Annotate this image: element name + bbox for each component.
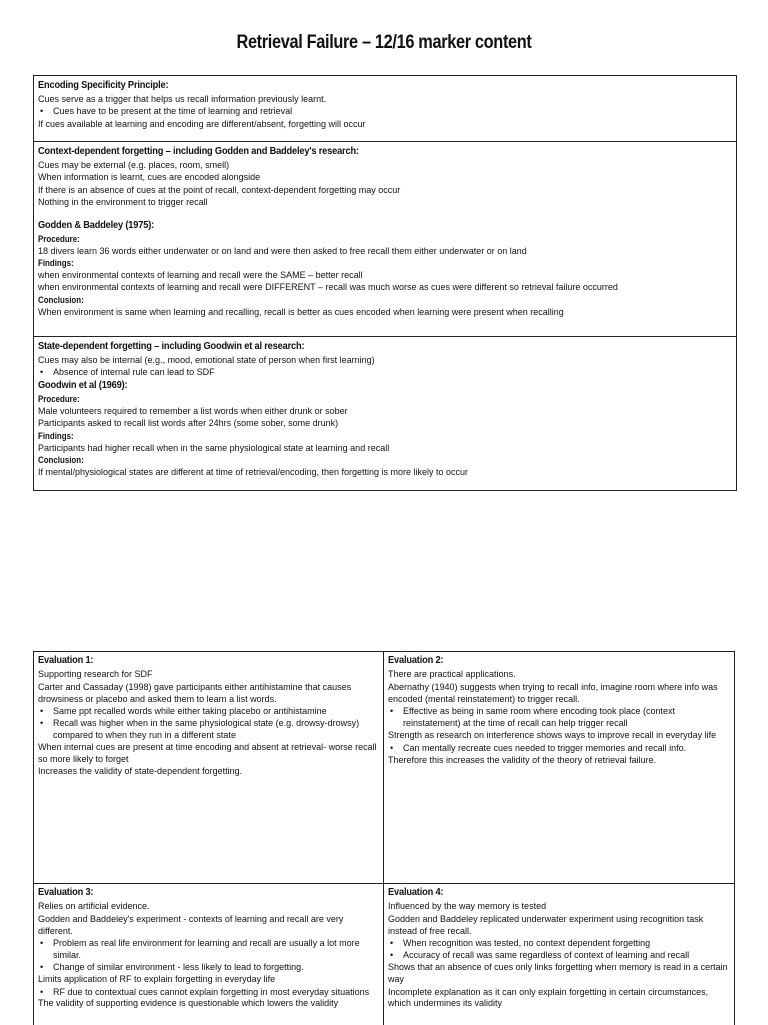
eval-text: Increases the validity of state-dependent forgetting.: [38, 766, 243, 777]
eval-bullet: • Change of similar environment - less likely to lead to forgetting.: [38, 962, 378, 974]
evaluation-3-heading: Evaluation 3:: [38, 887, 94, 898]
eval-bullet: • Effective as being in same room where encoding took place (context reinstatement) at the time of recall can help trigger recall: [388, 706, 729, 730]
eval-bullet: • Accuracy of recall was same regardless of context of learning and recall: [388, 950, 729, 962]
notes-table: [33, 75, 737, 491]
state-section: [34, 337, 736, 490]
eval-text: Godden and Baddeley replicated underwater experiment using recognition task instead of free recall.: [388, 913, 704, 936]
eval-text: The validity of supporting evidence is questionable which lowers the validity: [38, 998, 339, 1009]
page-title: Retrieval Failure – 12/16 marker content: [236, 32, 532, 53]
eval-bullet: • RF due to contextual cues cannot explain forgetting in most everyday situations: [38, 987, 378, 999]
evaluation-3: [34, 884, 384, 1025]
conclusion-label: Conclusion:: [38, 294, 84, 305]
state-bullet: • Absence of internal rule can lead to SDF: [38, 366, 731, 378]
eval-text: There are practical applications.: [388, 669, 516, 679]
conclusion-text: If mental/physiological states are different at time of retrieval/encoding, then forgetting is more likely to occur: [38, 467, 469, 478]
encoding-section: [34, 76, 736, 142]
eval-text: Strength as research on interference shows ways to improve recall in everyday life: [388, 729, 717, 740]
conclusion-text: When environment is same when learning and recalling, recall is better as cues encoded when learning were present when recalling: [38, 306, 564, 317]
eval-text: Relies on artificial evidence.: [38, 901, 150, 911]
evaluation-2: [384, 652, 734, 884]
context-line: Nothing in the environment to trigger recall: [38, 197, 208, 208]
eval-text: Abernathy (1940) suggests when trying to recall info, imagine room where info was encoded (mental reinstatement) to trigger recall.: [388, 681, 718, 704]
encoding-bullet: • Cues have to be present at the time of learning and retrieval: [38, 105, 731, 117]
eval-text: Carter and Cassaday (1998) gave participants either antihistamine that causes drowsiness or placebo and asked them to learn a list words.: [38, 681, 352, 704]
procedure-label: Procedure:: [38, 233, 80, 244]
eval-text: Influenced by the way memory is tested: [388, 901, 547, 911]
eval-bullet: • Same ppt recalled words while either taking placebo or antihistamine: [38, 706, 378, 718]
eval-bullet: • When recognition was tested, no context dependent forgetting: [388, 938, 729, 950]
godden-heading: Godden & Baddeley (1975):: [38, 219, 155, 231]
state-line: Cues may also be internal (e.g., mood, emotional state of person when first learning): [38, 355, 375, 365]
conclusion-label: Conclusion:: [38, 455, 84, 466]
context-line: When information is learnt, cues are encoded alongside: [38, 172, 261, 183]
eval-bullet: • Can mentally recreate cues needed to trigger memories and recall info.: [388, 743, 729, 755]
findings-label: Findings:: [38, 258, 74, 269]
eval-bullet: • Recall was higher when in the same physiological state (e.g. drowsy-drowsy) compared to when they run in a different state: [38, 718, 378, 742]
findings-label: Findings:: [38, 430, 74, 441]
eval-bullet: • Problem as real life environment for learning and recall are usually a lot more similar.: [38, 938, 378, 962]
eval-text: Supporting research for SDF: [38, 669, 153, 679]
procedure-label: Procedure:: [38, 393, 80, 404]
eval-text: Incomplete explanation as it can only explain forgetting in certain circumstances, which undermines its validity: [388, 986, 709, 1009]
eval-text: Therefore this increases the validity of the theory of retrieval failure.: [388, 754, 657, 765]
context-line: If there is an absence of cues at the point of recall, context-dependent forgetting may occur: [38, 184, 401, 195]
findings-text: when environmental contexts of learning and recall were DIFFERENT – recall was much worse as cues were different so retrieval failure occurred: [38, 282, 618, 293]
eval-text: Shows that an absence of cues only links forgetting when memory is read in a certain way: [388, 961, 728, 984]
procedure-text: Male volunteers required to remember a list words when either drunk or sober: [38, 405, 348, 416]
evaluation-4: [384, 884, 734, 1025]
eval-text: When internal cues are present at time encoding and absent at retrieval- worse recall so more likely to forget: [38, 741, 377, 764]
evaluation-1: [34, 652, 384, 884]
encoding-line: Cues serve as a trigger that helps us recall information previously learnt.: [38, 94, 327, 104]
procedure-text: 18 divers learn 36 words either underwater or on land and were then asked to free recall them either underwater or on land: [38, 245, 527, 256]
evaluation-1-heading: Evaluation 1:: [38, 655, 94, 666]
evaluation-2-heading: Evaluation 2:: [388, 655, 444, 666]
context-heading: Context-dependent forgetting – including Godden and Baddeley's research:: [38, 146, 359, 157]
context-line: Cues may be external (e.g. places, room, smell): [38, 160, 230, 170]
eval-text: Godden and Baddeley's experiment - contexts of learning and recall are very different.: [38, 913, 344, 936]
findings-text: when environmental contexts of learning and recall were the SAME – better recall: [38, 270, 363, 281]
context-section: [34, 142, 736, 337]
state-heading: State-dependent forgetting – including Goodwin et al research:: [38, 341, 305, 352]
eval-text: Limits application of RF to explain forgetting in everyday life: [38, 973, 276, 984]
encoding-heading: Encoding Specificity Principle:: [38, 80, 169, 91]
findings-text: Participants had higher recall when in the same physiological state at learning and recall: [38, 442, 390, 453]
encoding-line: If cues available at learning and encoding are different/absent, forgetting will occur: [38, 118, 366, 129]
evaluation-grid: [33, 651, 735, 1025]
evaluation-4-heading: Evaluation 4:: [388, 887, 444, 898]
goodwin-heading: Goodwin et al (1969):: [38, 379, 128, 391]
procedure-text: Participants asked to recall list words after 24hrs (some sober, some drunk): [38, 418, 339, 429]
